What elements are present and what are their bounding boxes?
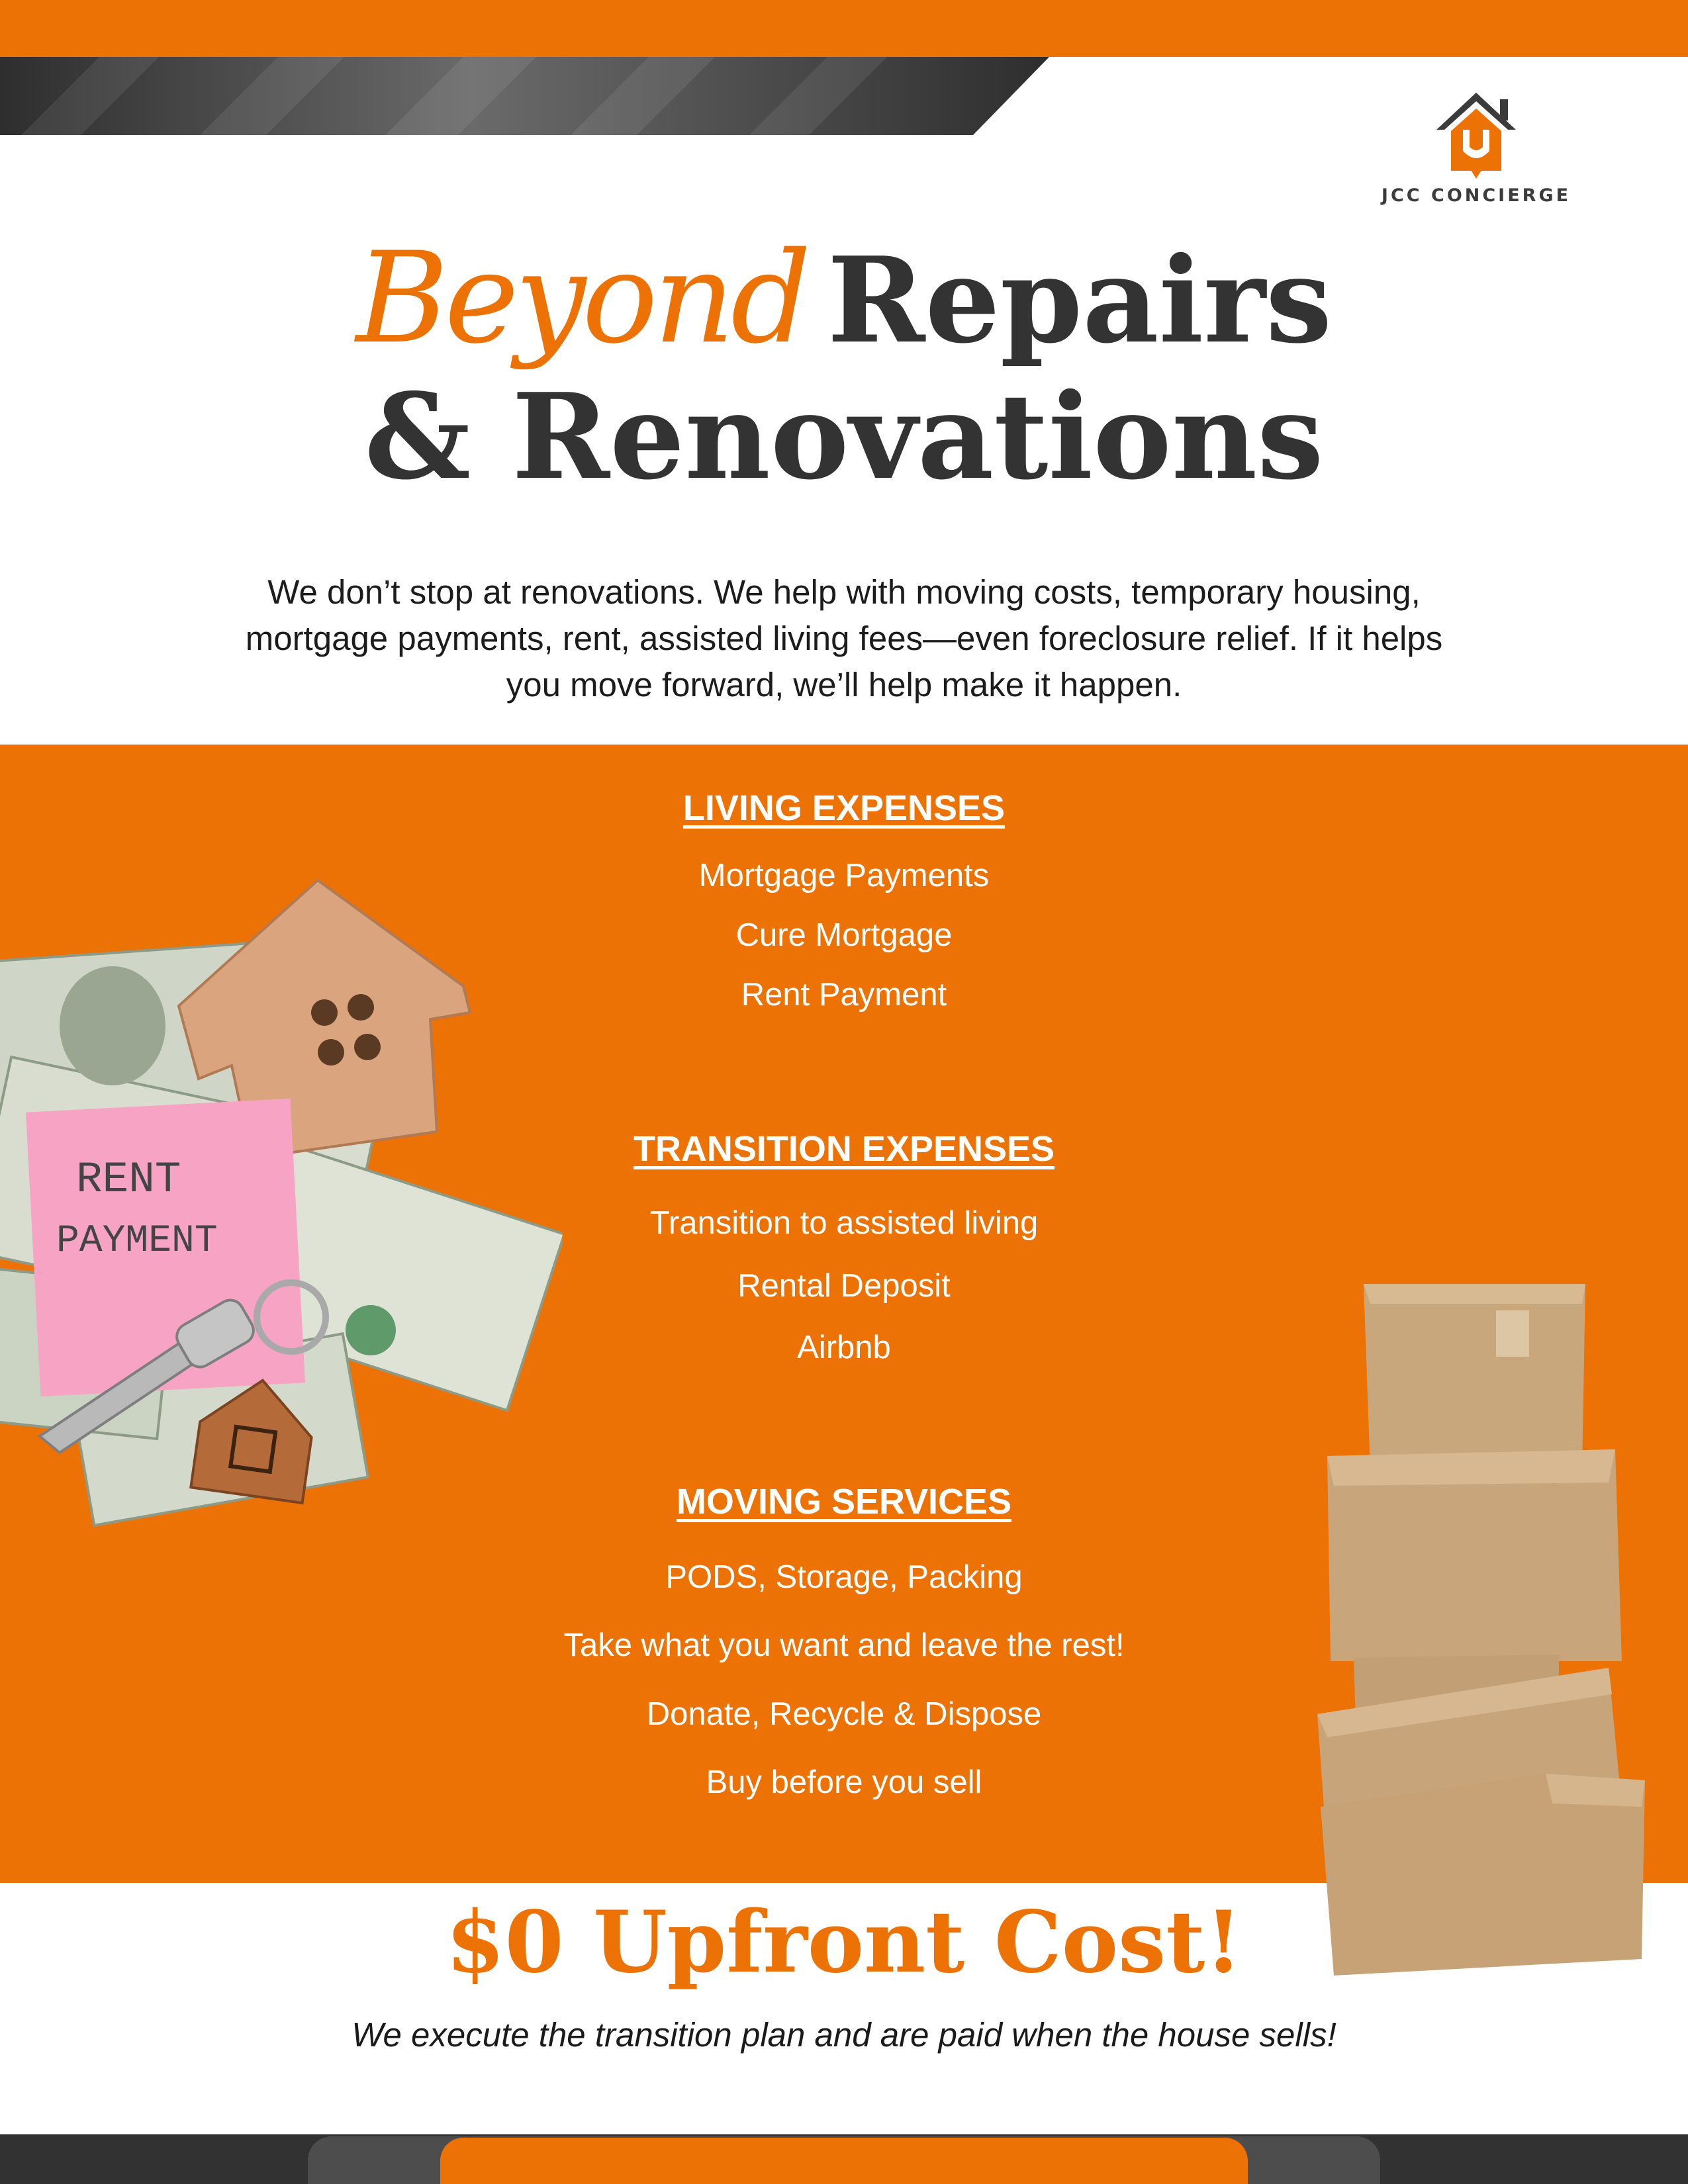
list-item: Cure Mortgage	[735, 917, 953, 953]
list-item: PODS, Storage, Packing	[665, 1559, 1023, 1595]
top-accent-bar	[0, 0, 1688, 57]
house-wrench-icon	[1370, 85, 1582, 184]
list-item: Take what you want and leave the rest!	[563, 1627, 1125, 1663]
bottom-orange-tab	[440, 2138, 1248, 2184]
box-top	[1364, 1284, 1585, 1469]
title-line-renovations: & Renovations	[364, 367, 1324, 506]
list-item: Rental Deposit	[737, 1268, 951, 1304]
title-word-repairs: Repairs	[827, 231, 1333, 369]
note-text-payment: PAYMENT	[56, 1220, 218, 1263]
list-item: Buy before you sell	[706, 1764, 982, 1800]
brand-logo[interactable]	[1370, 85, 1582, 217]
list-item: Airbnb	[797, 1330, 891, 1365]
intro-paragraph: We don’t stop at renovations. We help with moving costs, temporary housing, mortgage payments, rent, assisted living fees—even foreclosure relief. If it helps you move forward, we’ll help make it happen.	[245, 573, 1443, 704]
box-second	[1327, 1449, 1622, 1661]
list-item: Mortgage Payments	[698, 858, 990, 893]
list-item: Transition to assisted living	[649, 1205, 1039, 1241]
list-item: Donate, Recycle & Dispose	[646, 1696, 1042, 1732]
heading-moving-services: MOVING SERVICES	[676, 1482, 1012, 1522]
list-item: Rent Payment	[741, 977, 947, 1013]
cardboard-boxes-photo	[1211, 1257, 1688, 1985]
page-title	[0, 225, 1688, 371]
logo-text: JCC CONCIERGE	[1381, 185, 1571, 206]
cta-tagline: We execute the transition plan and are paid when the house sells!	[352, 2016, 1336, 2054]
top-stripe-banner	[0, 57, 1049, 135]
title-script-word: Beyond	[355, 225, 808, 371]
upfront-cost-headline: $0 Upfront Cost!	[445, 1893, 1243, 1992]
heading-transition-expenses: TRANSITION EXPENSES	[633, 1129, 1055, 1169]
note-text-rent: RENT	[76, 1155, 181, 1205]
money-house-keys-photo	[0, 854, 563, 1549]
heading-living-expenses: LIVING EXPENSES	[682, 788, 1006, 828]
